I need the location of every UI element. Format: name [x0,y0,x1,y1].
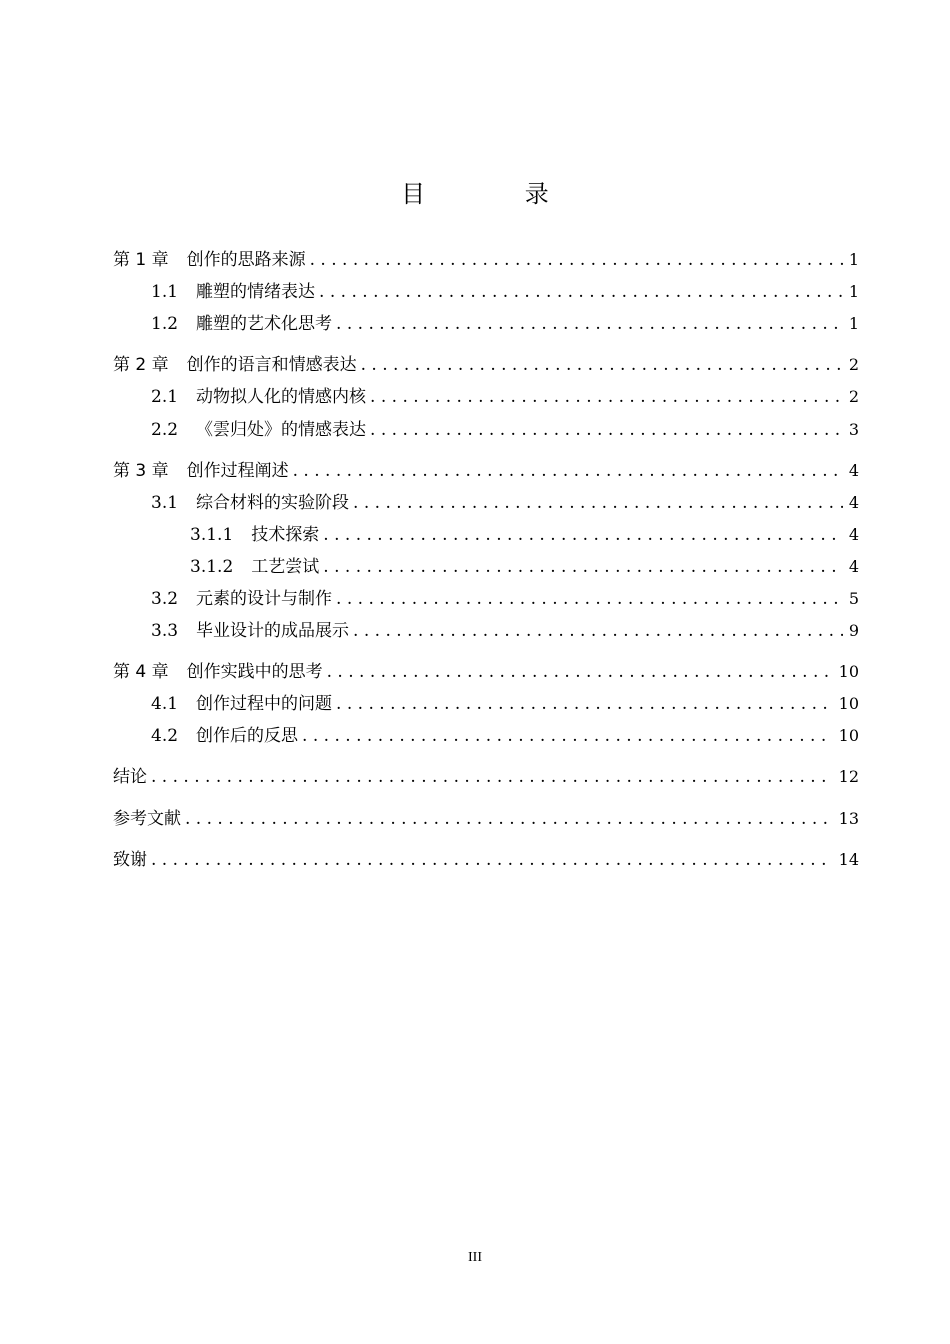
toc-entry-title: 雕塑的情绪表达 [196,282,316,302]
toc-entry[interactable] [113,806,859,832]
toc-entry-page: 4 [848,493,859,512]
toc-entry-page: 1 [848,250,859,269]
toc-entry-title: 工艺尝试 [251,557,320,577]
toc-entry-number: 3.1.2 [190,557,234,577]
toc-entry-page: 2 [848,355,859,374]
toc-entry-number: 1.1 [151,282,179,302]
toc-entry-title: 创作的思路来源 [186,250,306,270]
toc-entry-number: 第 2 章 [113,355,169,375]
toc-entry-number: 2.1 [151,387,179,407]
toc-dot-leader [310,247,843,273]
toc-dot-leader [370,384,843,410]
toc-entry[interactable] [113,384,859,410]
toc-dot-leader [185,806,833,832]
toc-entry-page: 1 [848,282,859,301]
toc-dot-leader [151,764,833,790]
toc-entry[interactable] [113,311,859,337]
toc-entry-title: 创作实践中的思考 [186,662,323,682]
toc-entry[interactable] [113,618,859,644]
toc-entry-page: 13 [838,809,859,828]
toc-entry-title: 元素的设计与制作 [196,589,333,609]
toc-entry[interactable] [113,352,859,378]
toc-entry[interactable] [113,847,859,873]
toc-entry-title: 创作过程阐述 [186,461,289,481]
toc-entry[interactable] [113,723,859,749]
page-number: III [468,1250,482,1265]
toc-entry-page: 4 [848,557,859,576]
toc-entry-page: 12 [838,767,859,786]
toc-entry-number: 2.2 [151,420,179,440]
toc-dot-leader [302,723,833,749]
toc-dot-leader [336,311,843,337]
toc-entry[interactable] [113,659,859,685]
toc-entry-number: 3.1 [151,493,179,513]
toc-entry-page: 4 [848,461,859,480]
toc-entry-title: 《雲归处》的情感表达 [196,420,367,440]
toc-entry[interactable] [113,458,859,484]
toc-entry-title: 毕业设计的成品展示 [196,621,350,641]
toc-entry[interactable] [113,691,859,717]
toc-title: 目 录 [401,180,595,208]
toc-entry[interactable] [113,586,859,612]
toc-entry-number: 第 4 章 [113,662,169,682]
toc-entry-page: 10 [838,662,859,681]
toc-entry-page: 1 [848,314,859,333]
toc-entry-number: 3.1.1 [190,525,234,545]
toc-dot-leader [323,522,843,548]
toc-entry-title: 创作后的反思 [196,726,299,746]
toc-entry[interactable] [113,417,859,443]
toc-entry[interactable] [113,554,859,580]
toc-dot-leader [370,417,843,443]
toc-entry-number: 3.2 [151,589,179,609]
toc-entry-number: 4.1 [151,694,179,714]
toc-dot-leader [361,352,843,378]
toc-dot-leader [293,458,843,484]
toc-dot-leader [336,586,843,612]
toc-entry-title: 动物拟人化的情感内核 [196,387,367,407]
toc-entry-title: 致谢 [113,850,147,870]
toc-entry-page: 9 [848,621,859,640]
toc-entry-page: 10 [838,694,859,713]
toc-entry-number: 3.3 [151,621,179,641]
toc-dot-leader [353,490,843,516]
toc-dot-leader [327,659,833,685]
toc-entry-number: 第 3 章 [113,461,169,481]
toc-entry-page: 4 [848,525,859,544]
toc-entry-page: 2 [848,387,859,406]
toc-dot-leader [319,279,843,305]
toc-dot-leader [336,691,833,717]
toc-dot-leader [151,847,833,873]
toc-dot-leader [353,618,843,644]
toc-entry-number: 4.2 [151,726,179,746]
toc-entry-title: 综合材料的实验阶段 [196,493,350,513]
toc-entry-page: 5 [848,589,859,608]
toc-entry-title: 技术探索 [251,525,320,545]
toc-entry-title: 参考文献 [113,809,181,829]
toc-entry-number: 第 1 章 [113,250,169,270]
toc-entry-page: 3 [848,420,859,439]
toc-entry-title: 创作的语言和情感表达 [186,355,357,375]
toc-entry[interactable] [113,490,859,516]
toc-entry-title: 结论 [113,767,147,787]
toc-entry[interactable] [113,279,859,305]
toc-entry[interactable] [113,247,859,273]
toc-entry-title: 创作过程中的问题 [196,694,333,714]
toc-dot-leader [323,554,843,580]
toc-entry-number: 1.2 [151,314,179,334]
toc-entry[interactable] [113,522,859,548]
toc-entry[interactable] [113,764,859,790]
toc-entry-title: 雕塑的艺术化思考 [196,314,333,334]
toc-entry-page: 14 [838,850,859,869]
toc-entry-page: 10 [838,726,859,745]
